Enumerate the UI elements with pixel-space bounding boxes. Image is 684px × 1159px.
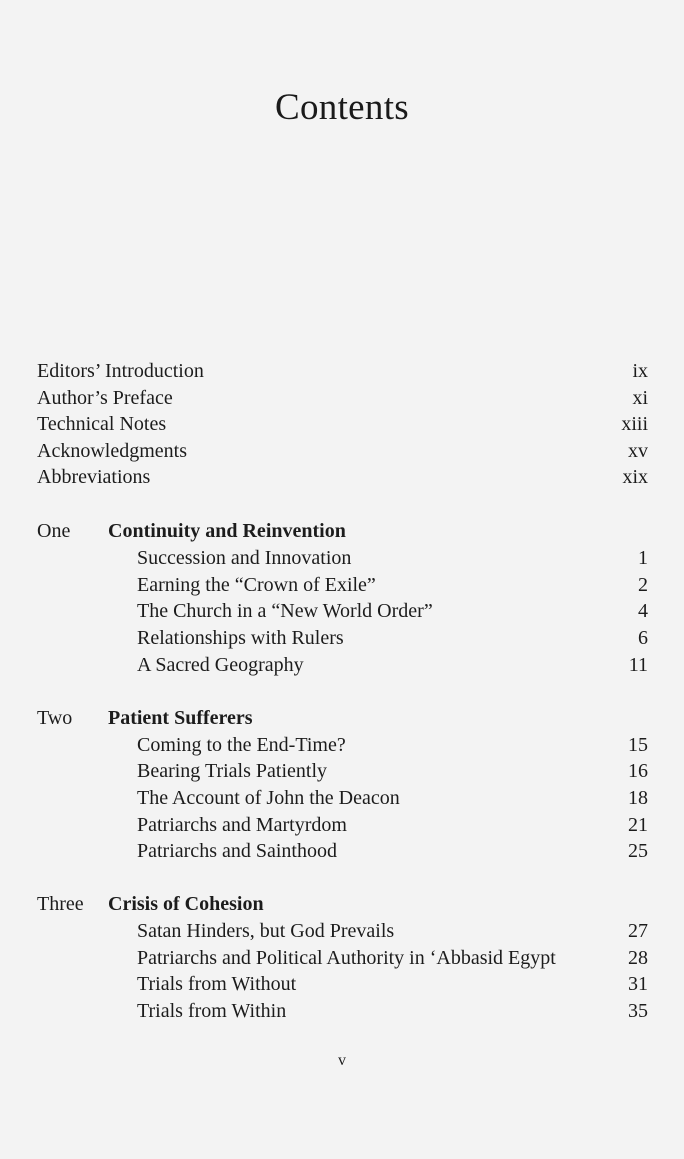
toc-entry [0,812,684,839]
toc-entry-page: 35 [628,1000,648,1022]
toc-entry-label: Earning the “Crown of Exile” [137,574,376,596]
toc-entry-page: 4 [638,600,648,622]
toc-entry-page: 15 [628,734,648,756]
toc-entry [0,385,684,412]
toc-entry-label: Patriarchs and Martyrdom [137,814,347,836]
toc-entry-label: Trials from Without [137,973,297,995]
part-title: Patient Sufferers [108,707,253,729]
toc-entry-label: Abbreviations [37,466,151,488]
toc-entry-page: 11 [628,654,648,676]
part-heading [0,705,684,732]
part-title: Crisis of Cohesion [108,893,264,915]
toc-entry-label: Trials from Within [137,1000,287,1022]
toc-entry-label: Bearing Trials Patiently [137,760,327,782]
part-number: Two [37,707,73,729]
part-number: Three [37,893,84,915]
toc-entry-label: Relationships with Rulers [137,627,344,649]
toc-entry-page: 27 [628,920,648,942]
toc-entry [0,998,684,1025]
toc-entry-label: Editors’ Introduction [37,360,204,382]
toc-entry [0,838,684,865]
toc-entry-label: The Church in a “New World Order” [137,600,433,622]
toc-entry [0,918,684,945]
toc-entry [0,625,684,652]
toc-entry [0,545,684,572]
toc-entry-page: 31 [628,973,648,995]
toc-entry [0,464,684,491]
part-title: Continuity and Reinvention [108,520,346,542]
toc-entry [0,438,684,465]
part-number: One [37,520,71,542]
toc-entry-label: Acknowledgments [37,440,187,462]
toc-entry-page: 16 [628,760,648,782]
toc-entry-label: Coming to the End-Time? [137,734,346,756]
toc-entry [0,358,684,385]
toc-entry [0,945,684,972]
toc-entry-page: 25 [628,840,648,862]
part-heading [0,891,684,918]
toc-entry-page: 28 [628,947,648,969]
toc-entry-label: Patriarchs and Sainthood [137,840,337,862]
toc-entry-label: Author’s Preface [37,387,173,409]
toc-entry [0,652,684,679]
page-title: Contents [275,87,409,128]
toc-entry-label: Succession and Innovation [137,547,352,569]
toc-entry-page: xi [632,387,648,409]
toc-entry-page: xiii [621,413,648,435]
toc-entry-label: Satan Hinders, but God Prevails [137,920,395,942]
toc-entry-page: 6 [638,627,648,649]
toc-entry-page: 21 [628,814,648,836]
toc-entry-page: 2 [638,574,648,596]
toc-entry-page: xv [628,440,648,462]
toc-entry-label: The Account of John the Deacon [137,787,400,809]
toc-entry [0,732,684,759]
toc-entry-page: 1 [638,547,648,569]
toc-entry [0,971,684,998]
toc-entry-page: 18 [628,787,648,809]
toc-entry-label: A Sacred Geography [137,654,304,676]
toc-entry-label: Technical Notes [37,413,167,435]
toc-entry-label: Patriarchs and Political Authority in ‘Abbasid Egypt [137,947,556,969]
page-number: v [338,1052,346,1069]
toc-entry-page: xix [622,466,648,488]
toc-entry [0,572,684,599]
toc-entry [0,785,684,812]
toc-entry-page: ix [632,360,648,382]
toc-entry [0,758,684,785]
toc-entry [0,598,684,625]
toc-entry [0,411,684,438]
part-heading [0,518,684,545]
